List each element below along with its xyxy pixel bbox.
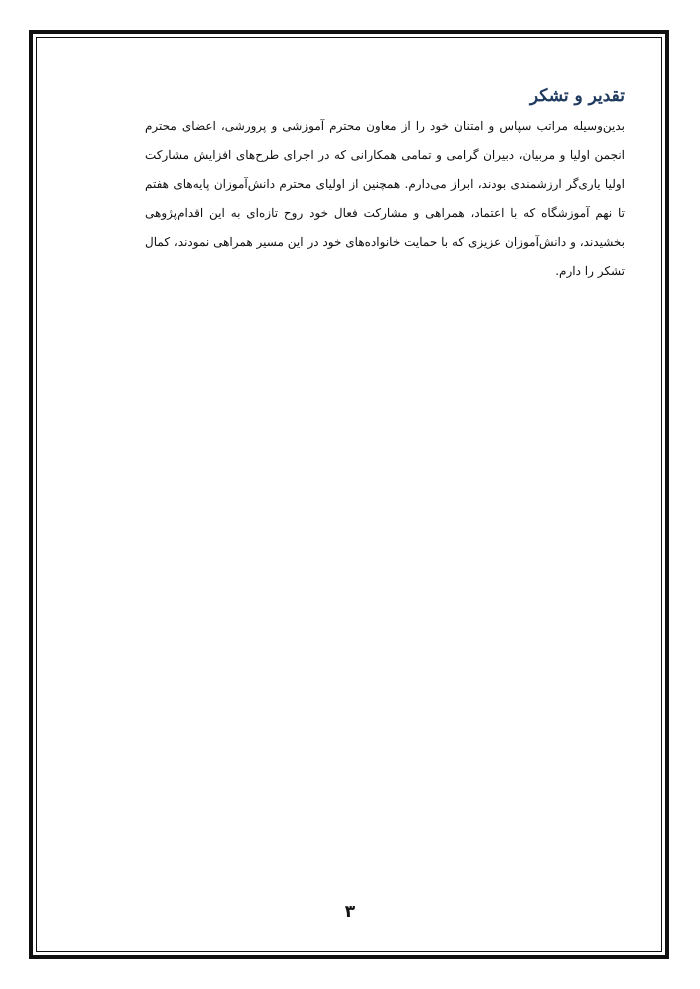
page-number: ۳	[344, 902, 356, 922]
section-title: تقدیر و تشکر	[529, 86, 625, 106]
content-area	[145, 84, 625, 286]
acknowledgment-paragraph: بدین‌وسیله مراتب سپاس و امتنان خود را از معاون محترم آموزشی و پرورشی، اعضای محترم انجمن اولیا و مربیان، دبیران گرامی و تمامی همکارانی که در اجرای طرح‌های افزایش مشارکت اولیا یاری‌گر ارزشمندی بودند، ابراز می‌دارم. همچنین از اولیای محترم دانش‌آموزان پایه‌های هفتم تا نهم آموزشگاه که با اعتماد، همراهی و مشارکت فعال خود روح تازه‌ای به این اقدام‌پژوهی بخشیدند، و دانش‌آموزان عزیزی که با حمایت خانواده‌های خود در این مسیر همراهی نمودند، کمال تشکر را دارم.	[145, 119, 625, 278]
